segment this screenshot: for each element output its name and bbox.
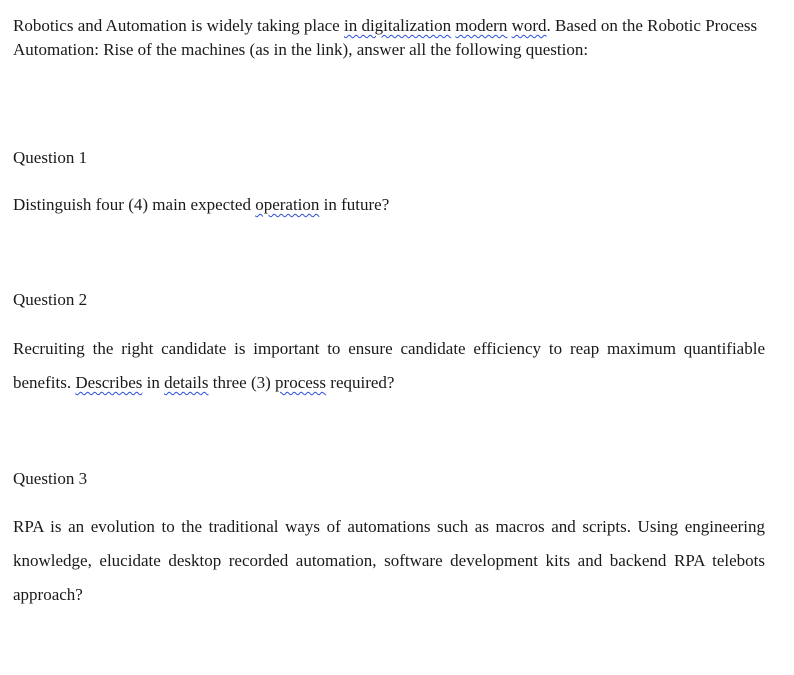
intro-text: Robotics and Automation is widely taking place <box>13 16 344 35</box>
question-3-text: RPA is an evolution to the traditional ways of automations such as macros and scripts. Using engineering knowledge, elucidate desktop recorded automation, software development kits and backend RPA telebots approach? <box>13 517 765 604</box>
question-text: in future? <box>319 195 390 214</box>
spelling-flag: operation <box>255 195 320 214</box>
spelling-flag: in digitalization <box>343 16 452 35</box>
question-text: Distinguish four (4) main expected <box>13 195 256 214</box>
question-2-text <box>13 332 765 400</box>
question-1-text <box>13 188 765 222</box>
spelling-flag: modern <box>455 16 508 35</box>
question-text: required? <box>326 373 395 392</box>
spelling-flag: Describes <box>75 373 143 392</box>
question-3-heading: Question 3 <box>13 469 88 488</box>
question-text: in <box>142 373 165 392</box>
question-text: three (3) <box>208 373 276 392</box>
question-1-heading: Question 1 <box>13 148 88 167</box>
spelling-flag: details <box>164 373 209 392</box>
question-text: Recruiting the right candidate is important to ensure candidate efficiency to reap maximum quantifiable benefits. <box>13 339 765 392</box>
intro-paragraph <box>13 14 778 62</box>
spelling-flag: process <box>275 373 327 392</box>
intro-text: . Based on the Robotic Process Automation: Rise of the machines (as in the link), answer all the following question: <box>13 16 758 59</box>
spelling-flag: word <box>511 16 547 35</box>
question-2-heading: Question 2 <box>13 290 88 309</box>
